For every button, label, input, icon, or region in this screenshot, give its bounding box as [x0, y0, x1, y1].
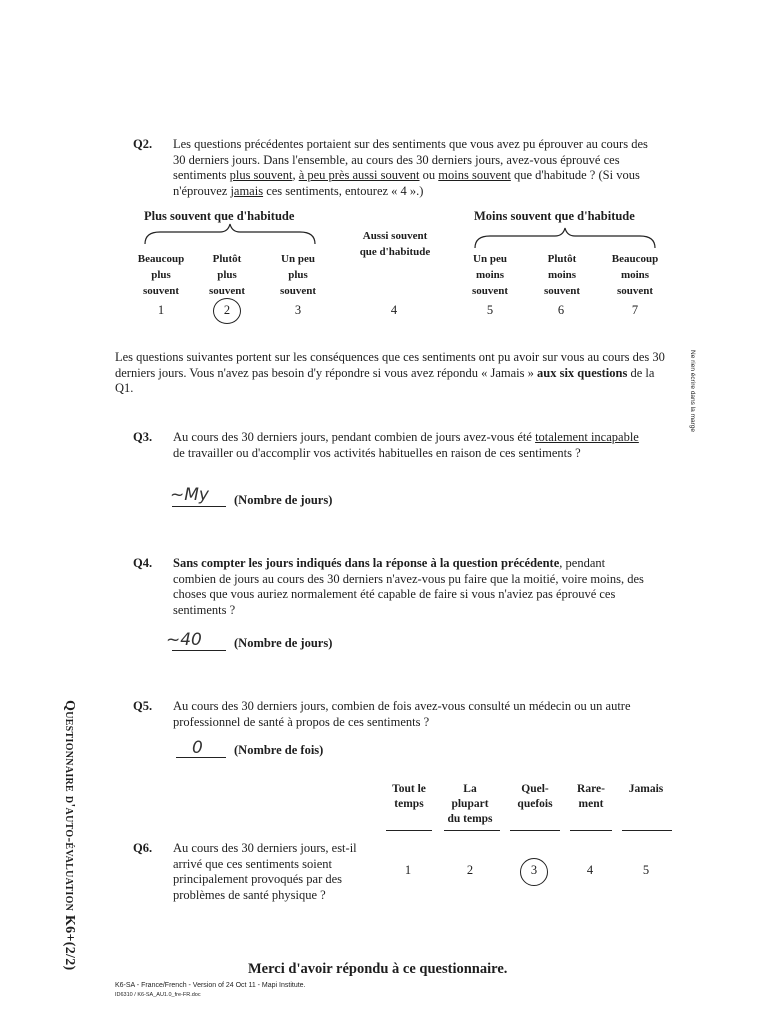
freq-header-1: Tout le temps — [392, 783, 426, 810]
scale-option-7[interactable]: 7 — [631, 303, 639, 317]
scale-label-7: Beaucoup moins souvent — [611, 253, 659, 297]
freq-header-4: Rare- ment — [577, 783, 605, 810]
q6-text: Au cours des 30 derniers jours, est-il arrivé que ces sentiments soient principalement provoqués par des problèmes de santé physique ? — [173, 841, 357, 902]
scale-label-6: Plutôt moins souvent — [543, 253, 581, 297]
footer-file: ID6310 / K6-SA_AU1.0_fre-FR.doc — [115, 992, 201, 998]
scale-label-1: Beaucoup plus souvent — [137, 253, 185, 297]
intro-paragraph: Les questions suivantes portent sur les conséquences que ces sentiments ont pu avoir sur vous au cours des 30 derniers jours. Vous n'avez pas besoin d'y répondre si vous avez répondu « Jamais » aux six questions de la Q1. — [115, 350, 665, 395]
q4-unit: (Nombre de jours) — [234, 636, 333, 650]
scale-option-5[interactable]: 5 — [486, 303, 494, 317]
freq-header-3: Quel- quefois — [517, 783, 553, 810]
freq-rule-2 — [444, 830, 500, 831]
freq-option-1[interactable]: 1 — [404, 863, 412, 877]
q6-selected-circle — [520, 858, 548, 886]
freq-option-2[interactable]: 2 — [466, 863, 474, 877]
scale-option-6[interactable]: 6 — [557, 303, 565, 317]
q5-number: Q5. — [133, 699, 153, 713]
freq-option-4[interactable]: 4 — [586, 863, 594, 877]
scale-option-2[interactable]: 2 — [223, 303, 231, 317]
q4-answer[interactable]: ~40 — [166, 630, 202, 650]
freq-rule-4 — [570, 830, 612, 831]
margin-note: Ne rien écrire dans la marge — [689, 350, 696, 433]
freq-option-5[interactable]: 5 — [642, 863, 650, 877]
q3-answer-line — [172, 506, 226, 507]
q5-unit: (Nombre de fois) — [234, 743, 324, 757]
q3-answer[interactable]: ~My — [170, 485, 209, 505]
closing-thanks: Merci d'avoir répondu à ce questionnaire. — [248, 961, 508, 977]
scale-option-4[interactable]: 4 — [390, 303, 398, 317]
freq-rule-5 — [622, 830, 672, 831]
scale-label-5: Un peu moins souvent — [471, 253, 509, 297]
selected-circle — [213, 298, 241, 324]
q6-number: Q6. — [133, 841, 153, 855]
scale-option-3[interactable]: 3 — [294, 303, 302, 317]
brace-less — [470, 226, 660, 252]
q4-answer-line — [172, 650, 226, 651]
q3-text: Au cours des 30 derniers jours, pendant combien de jours avez-vous été totalement incapable de travailler ou d'accomplir vos activités habituelles en raison de ces sentiments ? — [173, 430, 639, 460]
q5-text: Au cours des 30 derniers jours, combien de fois avez-vous consulté un médecin ou un autre professionnel de santé à propos de ces sentiments ? — [173, 699, 631, 729]
scale-middle-label: Aussi souvent que d'habitude — [359, 230, 431, 258]
group-more-often: Plus souvent que d'habitude — [144, 209, 295, 223]
q4-text: Sans compter les jours indiqués dans la réponse à la question précédente, pendant combien de jours au cours des 30 derniers n'avez-vous pu faire que la moitié, voire moins, des choses que vous auriez normalement été capable de faire si vous n'aviez pas éprouvé ces sentiments ? — [173, 556, 644, 617]
side-title: Questionnaire d'auto-évaluation K6+(2/2) — [62, 700, 77, 971]
q2-text: Les questions précédentes portaient sur des sentiments que vous avez pu éprouver au cours des 30 derniers jours. Dans l'ensemble, au cours des 30 derniers jours, avez-vous éprouvé ces sentiments plus souvent, à peu près aussi souvent ou moins souvent que d'habitude ? (Si vous n'éprouvez jamais ces sentiments, entourez « 4 ».) — [173, 137, 648, 198]
scale-option-1[interactable]: 1 — [157, 303, 165, 317]
group-less-often: Moins souvent que d'habitude — [474, 209, 635, 223]
freq-header-5: Jamais — [628, 783, 664, 795]
footer-version: K6-SA - France/French - Version of 24 Oct 11 - Mapi Institute. — [115, 982, 306, 989]
q3-unit: (Nombre de jours) — [234, 493, 333, 507]
q4-number: Q4. — [133, 556, 153, 570]
brace-more — [140, 222, 320, 248]
q2-number: Q2. — [133, 137, 153, 151]
freq-rule-1 — [386, 830, 432, 831]
q5-answer[interactable]: 0 — [192, 738, 203, 758]
freq-rule-3 — [510, 830, 560, 831]
scale-label-3: Un peu plus souvent — [279, 253, 317, 297]
q3-number: Q3. — [133, 430, 153, 444]
freq-header-2: La plupart du temps — [447, 783, 493, 825]
scale-label-2: Plutôt plus souvent — [208, 253, 246, 297]
freq-option-3[interactable]: 3 — [530, 863, 538, 877]
q5-answer-line — [176, 757, 226, 758]
